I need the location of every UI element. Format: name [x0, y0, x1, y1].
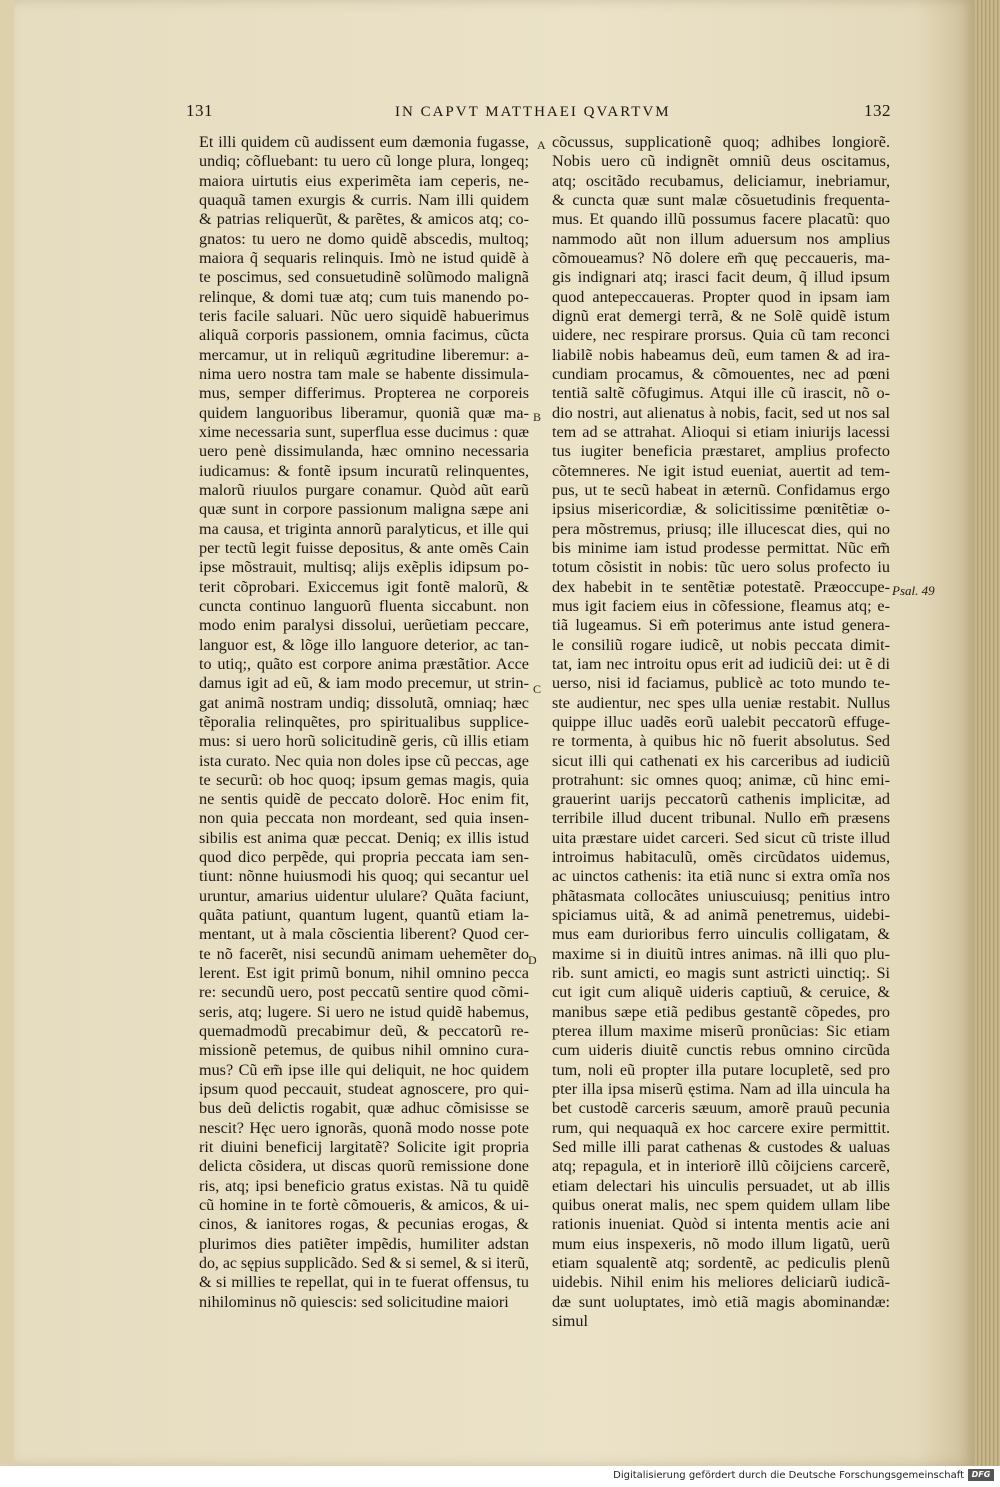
text-line: dio nostri, aut alienatus à nobis, facit, sed ut nos sal [552, 403, 890, 422]
text-line: uidere, nec respirare prorsus. Quia cũ tam reconci [552, 326, 890, 345]
text-line: pterea illum maxime miserũ pronũcias: Sic etiam [552, 1022, 890, 1041]
text-line: ista curato. Nec quia non doles ipse cũ peccas, age [199, 751, 529, 770]
text-line: manibus sæpe etiã pedibus gestantẽ cõpedes, pro [552, 1002, 890, 1021]
section-marker-b: B [533, 410, 542, 424]
text-line: totum cõsistit in nobis: tũc uero solus profecto iu [552, 558, 890, 577]
text-line: ipsum quod peccauit, studeat agnoscere, pro qui- [199, 1080, 529, 1099]
text-line: uita præstare uidet carceri. Sed sicut cũ triste illud [552, 828, 890, 847]
text-line: & patrias reliquerũt, & parẽtes, & amicos atq; co- [199, 210, 529, 229]
text-line: maiora q̃ sequaris relinquis. Imò ne istud quidẽ à [199, 248, 529, 267]
text-line: le consiliũ rogare iudicẽ, ut nobis peccata dimit- [552, 635, 890, 654]
text-line: mus: si uero horũ solicitudinẽ geris, cũ illis etiam [199, 732, 529, 751]
text-line: ste audientur, nec spes ulla ueniæ restabit. Nullus [552, 693, 890, 712]
text-line: mus? Cũ em̃ ipse ille qui deliquit, ne hoc quidem [199, 1060, 529, 1079]
section-marker-a: A [537, 138, 546, 152]
text-line: uruntur, amarius uidentur ululare? Quãta faciunt, [199, 886, 529, 905]
text-line: bet custodẽ carceris sæuum, amorẽ prauũ pecunia [552, 1099, 890, 1118]
left-text-column [199, 133, 529, 1312]
text-line: do, ac sępius supplicãdo. Sed & si semel, & si iterũ, [199, 1255, 529, 1273]
text-line: terit cõprobari. Exiccemus igit fontẽ malorũ, & [199, 577, 529, 596]
text-line: nima uero nostra tam male se habente dissimula- [199, 364, 529, 383]
text-line: ne sentis quidẽ de peccato dolorẽ. Hoc enim fit, [199, 790, 529, 809]
text-line: quod dico perpẽde, qui propria peccata iam sen- [199, 848, 529, 867]
text-line: cõcussus, supplicationẽ quoq; adhibes longiorẽ. [552, 133, 890, 151]
text-line: Nobis uero cũ indignẽt omniũ deus oscitamus, [552, 152, 890, 171]
text-line: dex habebit in te sentẽtiæ potestatẽ. Præoccupe- [552, 577, 890, 596]
text-line: tentiã saltẽ cõfugimus. Atqui ille cũ irascit, nõ o- [552, 384, 890, 403]
text-line: grauerint uarijs peccatorũ cathenis implicitæ, ad [552, 790, 890, 809]
text-line: ac uinctos cathenis: ita etiã nunc si extra omĩa nos [552, 867, 890, 886]
text-line: mus. Et quando illũ possumus facere placatũ: quo [552, 210, 890, 229]
text-line: cuncta continuo languorũ fluenta siccabunt. non [199, 596, 529, 615]
text-line: rit diuini beneficij largitatẽ? Solicite igit propria [199, 1138, 529, 1157]
text-line: delicta cõsidera, ut discas quorũ remissione done [199, 1157, 529, 1176]
text-line: introimus habitaculũ, omẽs circũdatos uidemus, [552, 848, 890, 867]
text-line: maiora uirtutis eius experimẽta iam ceperis, ne- [199, 171, 529, 190]
text-line: cõtemneres. Ne igit istud eueniat, auertit ad tem- [552, 461, 890, 480]
text-line: phãtasmata collocãtes uniuscuiusq; penitius intro [552, 886, 890, 905]
text-line: etiam delectari his uinculis persuadet, ut ab illis [552, 1176, 890, 1195]
text-line: seris, atq; lugere. Si uero ne istud quidẽ habemus, [199, 1002, 529, 1021]
text-line: undiq; cõfluebant: tu uero cũ longe plura, longeq; [199, 152, 529, 171]
text-line: malorũ riuulos purgare conamur. Quòd aũt earũ [199, 480, 529, 499]
text-line: quæ sunt in corpore passionum maligna sæpe ani [199, 500, 529, 519]
text-line: & cuncta quæ sunt malæ cõsuetudinis frequenta- [552, 190, 890, 209]
text-line: simul [552, 1312, 588, 1331]
dfg-logo-icon: DFG [968, 1469, 994, 1481]
text-line: cut igit cum aliquẽ uideris captiuũ, & ceruice, & [552, 983, 890, 1002]
text-line: non quia peccata non mordeant, sed quia insen- [199, 809, 529, 828]
text-line: quod antepeccaueras. Propter quod in ipsam iam [552, 287, 890, 306]
text-line: uerso, nisi id faciamus, publicè ac toto mundo te- [552, 674, 890, 693]
text-line: atq; repagula, et in interiorẽ illũ cõijciens carcerẽ, [552, 1157, 890, 1176]
text-line: pera mõstremus, priusq; ille illucescat dies, qui no [552, 519, 890, 538]
text-line: cum uideris diuitẽ cunctis rebus omnino circũda [552, 1041, 890, 1060]
text-line: tiunt: nõnne huiusmodi his quoq; qui secantur uel [199, 867, 529, 886]
text-line: protrahunt: sic omnes quoq; animæ, cũ hinc emi- [552, 770, 890, 789]
text-line: teris facile saluari. Nũc uero siquidẽ habuerimus [199, 306, 529, 325]
text-line: mercamur, ut in reliquũ ægritudine liberemur: a- [199, 345, 529, 364]
text-line: te poscimus, sed consuetudinẽ solũmodo malignã [199, 268, 529, 287]
text-line: ris, atq; ipsi beneficio gratus existas. Nã tu quidẽ [199, 1176, 529, 1195]
text-line: dæ sunt uoluptates, imò etiã magis abominandæ: [552, 1292, 890, 1311]
text-line: tus iugiter beneficia præstaret, amplius profecto [552, 442, 890, 461]
text-line: spiciamus uitã, & ad animã penetremus, uidebi- [552, 906, 890, 925]
text-line: pter illa ipsa miserũ ęstima. Nam ad illa uincula ha [552, 1080, 890, 1099]
text-line: modo enim paralysi dissolui, uerũetiam peccare, [199, 616, 529, 635]
page-fore-edge [974, 0, 1000, 1466]
text-line: relinque, & domi tuæ atq; cum tuis manendo po- [199, 287, 529, 306]
text-line: ma causa, et triginta annorũ paralyticus, et ille qui [199, 519, 529, 538]
text-line: quemadmodũ precabimur deũ, & peccatorũ re- [199, 1022, 529, 1041]
text-line: tẽporalia relinquẽtes, pro spiritualibus supplice- [199, 712, 529, 731]
text-line: gis indignari atq; irasci facit deum, q̃ illud ipsum [552, 268, 890, 287]
text-line: gnatos: tu uero ne domo quidẽ abscedis, multoq; [199, 229, 529, 248]
text-line: sicut illi qui cathenati ex his carceribus ad iudiciũ [552, 751, 890, 770]
text-line: tiã lugeamus. Si em̃ poterimus ante istud genera- [552, 616, 890, 635]
text-line: tat, iam nec introitu opus erit ad iudiciũ dei: ut ẽ di [552, 654, 890, 673]
text-line: cundiam procamus, & cõmouentes, nec ad pœni [552, 364, 890, 383]
text-line: ipse mõstrauit, multisq; alijs exẽplis idipsum po- [199, 558, 529, 577]
text-line: sibilis est anima quæ peccat. Deniq; ex illis istud [199, 828, 529, 847]
text-line: te nõ facerẽt, nisi secundũ animam uehemẽter do [199, 944, 529, 963]
text-line: languor est, & lõge illo languore deterior, ac tan- [199, 635, 529, 654]
text-line: nihilominus nõ quiescis: sed solicitudine maiori [199, 1292, 509, 1311]
text-line: cinos, & ianitores rogas, & pecunias erogas, & [199, 1215, 529, 1234]
text-line: quippe illuc uadẽs eorũ ualebit peccatorũ effuge- [552, 712, 890, 731]
text-line: etiam squalentẽ atq; sordentẽ, ac pediculis plenũ [552, 1254, 890, 1273]
section-marker-d: D [528, 953, 537, 967]
text-line: aliquã corporis passionem, omnia facimus, cũcta [199, 326, 529, 345]
text-line: mum eius inspexeris, nõ modo illum ligatũ, uerũ [552, 1234, 890, 1253]
page-number-left: 131 [186, 101, 213, 120]
text-line: tem ad se attrahat. Alioqui si etiam iniurijs lacessi [552, 422, 890, 441]
text-line: mus eam durioribus ferro uinculis colligatam, & [552, 925, 890, 944]
text-line: missionẽ petemus, de quibus nihil omnino cura- [199, 1041, 529, 1060]
text-line: rationis inueniat. Quòd si intenta mentis acie ani [552, 1215, 890, 1234]
text-line: te securũ: ob hoc quoq; ipsum gemas magis, quia [199, 770, 529, 789]
text-line: dignũ erat demergi terrã, & ne Solẽ quidẽ istum [552, 306, 890, 325]
text-line: mus igit faciem eius in cõfessione, fleamus atq; e- [552, 596, 890, 615]
text-line: & si millies te repellat, qui in te fuerat offensus, tu [199, 1273, 529, 1292]
text-line: re tormenta, à quibus hic nõ fuerit absolutus. Sed [552, 732, 890, 751]
section-marker-c: C [533, 682, 542, 696]
text-line: Et illi quidem cũ audissent eum dæmonia fugasse, [199, 133, 529, 151]
text-line: damus igit ad eũ, & iam modo precemur, ut strin- [199, 674, 529, 693]
text-line: liabilẽ nobis habeamus deũ, eum tamen & ad ira- [552, 345, 890, 364]
text-line: Sed mille illi parat cathenas & custodes & ualuas [552, 1138, 890, 1157]
text-line: rib. sunt amicti, eo magis sunt astricti uinctiq;. Si [552, 964, 890, 983]
text-line: quãta patiunt, quantum lugent, quantũ etiam la- [199, 906, 529, 925]
text-line: maxime si in diuitũ intres animas. nã illi quo plu- [552, 944, 890, 963]
text-line: to utiq;, quãto est corpore anima præstãtior. Acce [199, 654, 529, 673]
text-line: iudicamus: & fontẽ ipsum incuratũ relinquentes, [199, 461, 529, 480]
text-line: atq; oscitãdo recubamus, deliciamur, inebriamur, [552, 171, 890, 190]
text-line: nescit? Hęc uero ignorãs, quonã modo nosse pote [199, 1118, 529, 1137]
running-title: IN CAPVT MATTHAEI QVARTVM [395, 104, 671, 120]
footer-credit: Digitalisierung gefördert durch die Deutsche Forschungsgemeinschaft [613, 1470, 964, 1481]
text-line: re: secundũ uero, post peccatũ sentire quod cõmi- [199, 983, 529, 1002]
text-line: gat animã nostram undiq; dissolutã, omniaq; hæc [199, 693, 529, 712]
text-line: lerent. Est igit primũ bonum, nihil omnino pecca [199, 964, 529, 983]
text-line: bus deũ delictis rogabit, quæ adhuc cõmisisse se [199, 1099, 529, 1118]
text-line: mus, semper differimus. Propterea ne corporeis [199, 384, 529, 403]
text-line: terribile illud ducent tribunal. Nullo em̃ præsens [552, 809, 890, 828]
margin-note: Psal. 49 [892, 583, 935, 598]
text-line: rum, qui nequaquã ex hoc carcere exire permittit. [552, 1118, 890, 1137]
page-number-right: 132 [864, 101, 891, 120]
text-line: ipsius misericordiæ, & solicitissime pœnitẽtiæ o- [552, 500, 890, 519]
text-line: pus, ut te secũ habeat in æternũ. Confidamus ergo [552, 480, 890, 499]
text-line: tum, noli eũ propter illa putare locupletẽ, sed pro [552, 1060, 890, 1079]
text-line: per tectũ legit fuisse depositus, & ante omẽs Cain [199, 538, 529, 557]
text-line: uero penè dissimulanda, hæc omnino necessaria [199, 442, 529, 461]
text-line: nammodo aũt non illum aduersum nos amplius [552, 229, 890, 248]
text-line: bis minime iam istud prodesse permittat. Nũc em̃ [552, 538, 890, 557]
text-line: quidem languoribus liberamur, quoniã quæ ma- [199, 403, 529, 422]
text-line: cõmoueamus? Nõ dolere em̃ quę peccaueris, ma- [552, 248, 890, 267]
text-line: plurimos dies patiẽter impẽdis, humiliter adstan [199, 1234, 529, 1253]
text-line: xime necessaria sunt, superflua esse ducimus : quæ [199, 423, 529, 441]
text-line: quaquã tamen exurgis & curris. Nam illi quidem [199, 190, 529, 209]
text-line: cũ homine in te fortè cõmoueris, & amicos, & ui- [199, 1196, 529, 1215]
text-line: uidebis. Nihil enim his meliores deliciarũ iudicã- [552, 1273, 890, 1292]
text-line: mentant, ut à mala cõscientia liberent? Quod cer- [199, 925, 529, 944]
text-line: quibus onerat malis, nec spem quidem ullam libe [552, 1196, 890, 1215]
right-text-column [552, 133, 890, 1331]
